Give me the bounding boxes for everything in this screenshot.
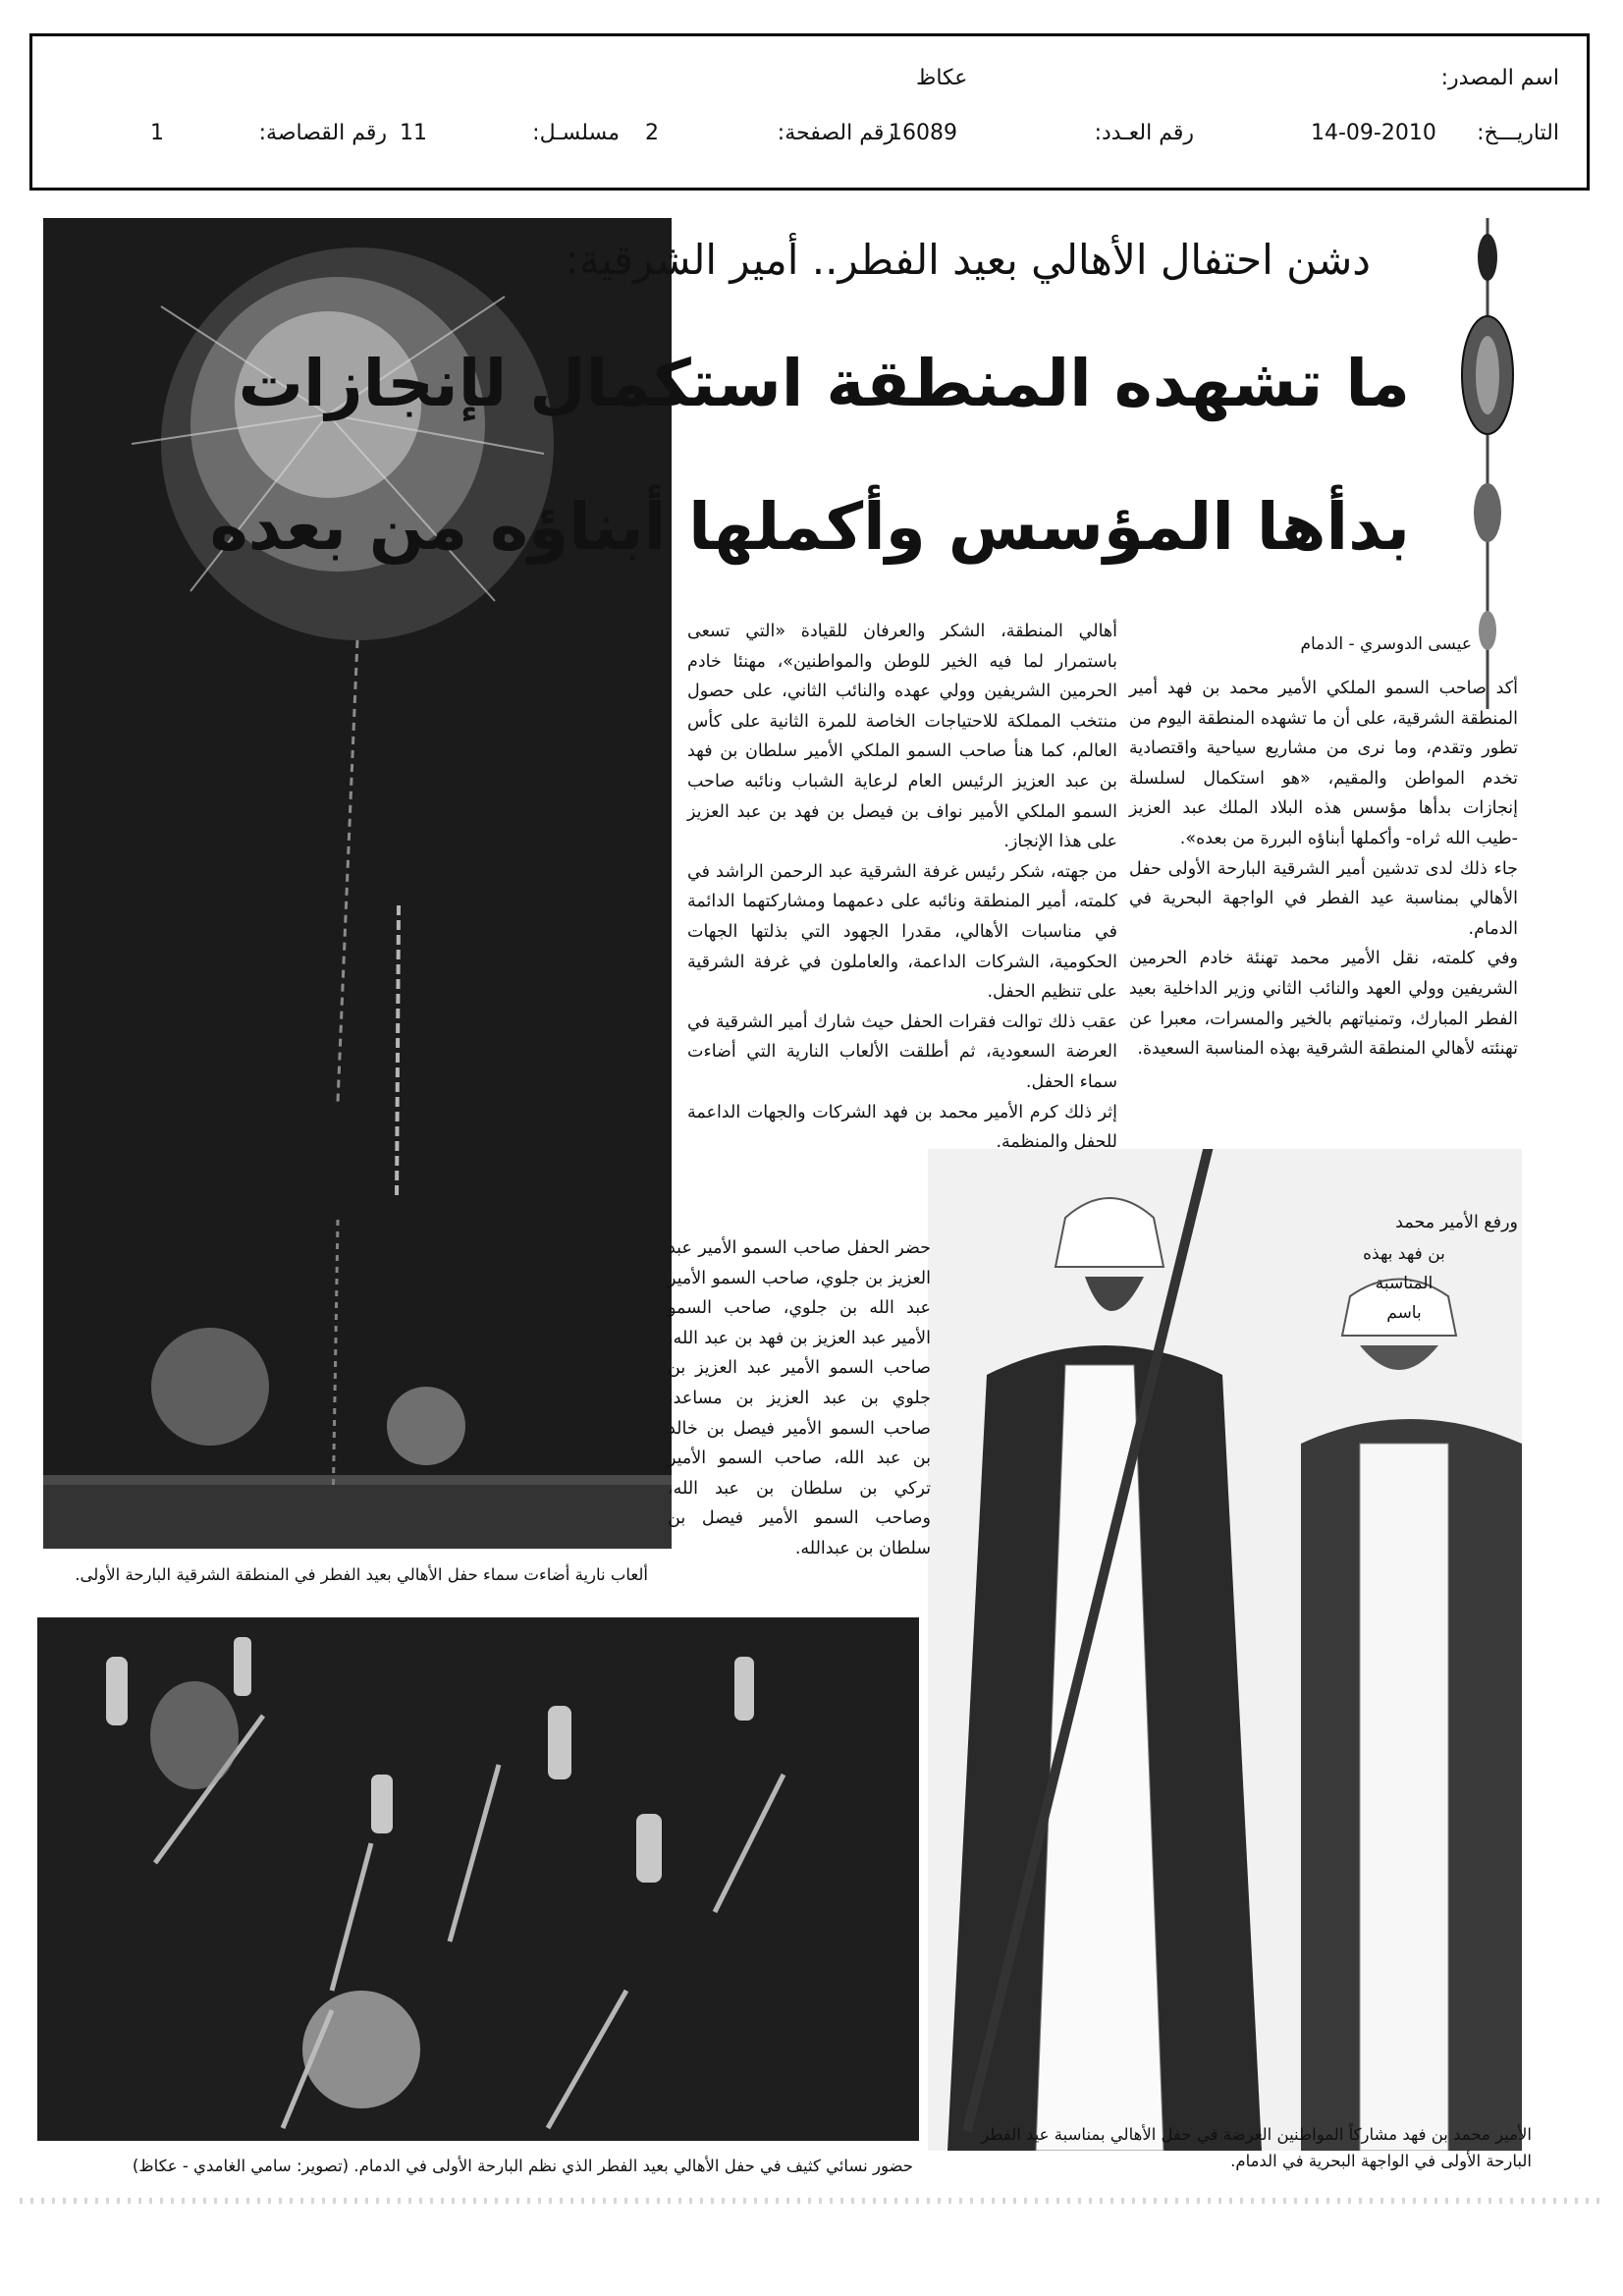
article-middle-column xyxy=(687,617,1117,1158)
date-label: التاريـــخ: xyxy=(1477,121,1559,145)
headline-line-1: ما تشهده المنطقة استكمال لإنجازات xyxy=(238,346,1410,421)
issue-value: 16089 xyxy=(889,121,957,145)
paragraph: أكد صاحب السمو الملكي الأمير محمد بن فهد أمير المنطقة الشرقية، على أن ما تشهده المنطقة اليوم من تطور وتقدم، وما نرى من مشاريع سياحية واقتصادية تخدم المواطن والمقيم، «هو استكمال لسلسلة إنجازات بدأها مؤسس هذه البلاد الملك عبد العزيز -طيب الله ثراه- وأكملها أبناؤه البررة من بعده». xyxy=(1129,679,1518,848)
byline: عيسى الدوسري - الدمام xyxy=(1300,634,1472,654)
paragraph: عقب ذلك توالت فقرات الحفل حيث شارك أمير الشرقية في العرضة السعودية، ثم أطلقت الألعاب النارية التي أضاءت سماء الحفل. xyxy=(687,1011,1117,1092)
crowd-caption: حضور نسائي كثيف في حفل الأهالي بعيد الفطر الذي نظم البارحة الأولى في الدمام. (تصوير: سامي الغامدي - عكاظ) xyxy=(132,2157,913,2175)
page-value: 2 xyxy=(645,121,659,145)
inset-line: بن فهد بهذه xyxy=(1363,1244,1445,1264)
inset-line: المناسبة xyxy=(1375,1274,1434,1293)
paragraph: إثر ذلك كرم الأمير محمد بن فهد الشركات والجهات الداعمة للحفل والمنظمة. xyxy=(687,1102,1117,1153)
clip-label: رقم القصاصة: xyxy=(258,121,387,145)
clip-value: 1 xyxy=(150,121,164,145)
source-value: عكاظ xyxy=(916,66,968,90)
article-right-column xyxy=(1129,674,1518,1065)
paragraph: جاء ذلك لدى تدشين أمير الشرقية البارحة الأولى حفل الأهالي بمناسبة عيد الفطر في الواجهة البحرية في الدمام. xyxy=(1129,858,1518,939)
source-label: اسم المصدر: xyxy=(1440,66,1559,90)
right-column-inset xyxy=(1345,1239,1463,1328)
issue-label: رقم العـدد: xyxy=(1094,121,1194,145)
date-value: 14-09-2010 xyxy=(1311,121,1436,145)
paragraph: وفي كلمته، نقل الأمير محمد تهنئة خادم الحرمين الشريفين وولي العهد والنائب الثاني وزير الداخلية بعيد الفطر المبارك، وتمنياتهم بالخير والمسرات، معبرا عن تهنئته لأهالي المنطقة الشرقية بهذه المناسبة السعيدة. xyxy=(1129,949,1518,1060)
inset-line: باسم xyxy=(1386,1303,1422,1323)
clipping-header-box xyxy=(29,33,1590,191)
paragraph: من جهته، شكر رئيس غرفة الشرقية عبد الرحمن الراشد في كلمته، أمير المنطقة ونائبه على دعمهما ومشاركتهما الدائمة في مناسبات الأهالي، مقدرا الجهود التي بذلتها الجهات الحكومية، الشركات الداعمة، والعاملون في غرفة الشرقية على تنظيم الحفل. xyxy=(687,861,1117,1003)
right-column-tail: ورفع الأمير محمد xyxy=(1395,1213,1518,1232)
serial-value: 11 xyxy=(400,121,427,145)
prince-caption: الأمير محمد بن فهد مشاركاً المواطنين العرضة في حفل الأهالي بمناسبة عيد الفطر البارحة الأولى في الواجهة البحرية في الدمام. xyxy=(981,2125,1532,2170)
crowd-photo xyxy=(37,1617,919,2141)
fireworks-caption: ألعاب نارية أضاءت سماء حفل الأهالي بعيد الفطر في المنطقة الشرقية البارحة الأولى. xyxy=(75,1565,648,1584)
article-attendees: حضر الحفل صاحب السمو الأمير عبد العزيز بن جلوي، صاحب السمو الأمير عبد الله بن جلوي، صاحب السمو الأمير عبد العزيز بن فهد بن عبد الله، صاحب السمو الأمير عبد العزيز بن جلوي بن عبد العزيز بن مساعد، صاحب السمو الأمير فيصل بن خالد بن عبد الله، صاحب السمو الأمير تركي بن سلطان بن عبد الله، وصاحب السمو الأمير فيصل بن سلطان بن عبدالله. xyxy=(668,1238,931,1558)
scan-artifact-strip xyxy=(20,2198,1600,2204)
article-kicker: دشن احتفال الأهالي بعيد الفطر.. أمير الشرقية: xyxy=(565,236,1371,284)
headline-line-2: بدأها المؤسس وأكملها أبناؤه من بعده xyxy=(209,489,1410,565)
page-label: رقم الصفحة: xyxy=(777,121,894,145)
paragraph: أهالي المنطقة، الشكر والعرفان للقيادة «التي تسعى باستمرار لما فيه الخير للوطن والمواطنين»، مهنئا خادم الحرمين الشريفين وولي عهده والنائب الثاني، على حصول منتخب المملكة للاحتياجات الخاصة للمرة الثانية على كأس العالم، كما هنأ صاحب السمو الملكي الأمير سلطان بن فهد بن عبد العزيز الرئيس العام لرعاية الشباب ونائبه صاحب السمو الملكي الأمير نواف بن فيصل بن فهد بن عبد العزيز على هذا الإنجاز. xyxy=(687,622,1117,852)
serial-label: مسلسـل: xyxy=(532,121,620,145)
